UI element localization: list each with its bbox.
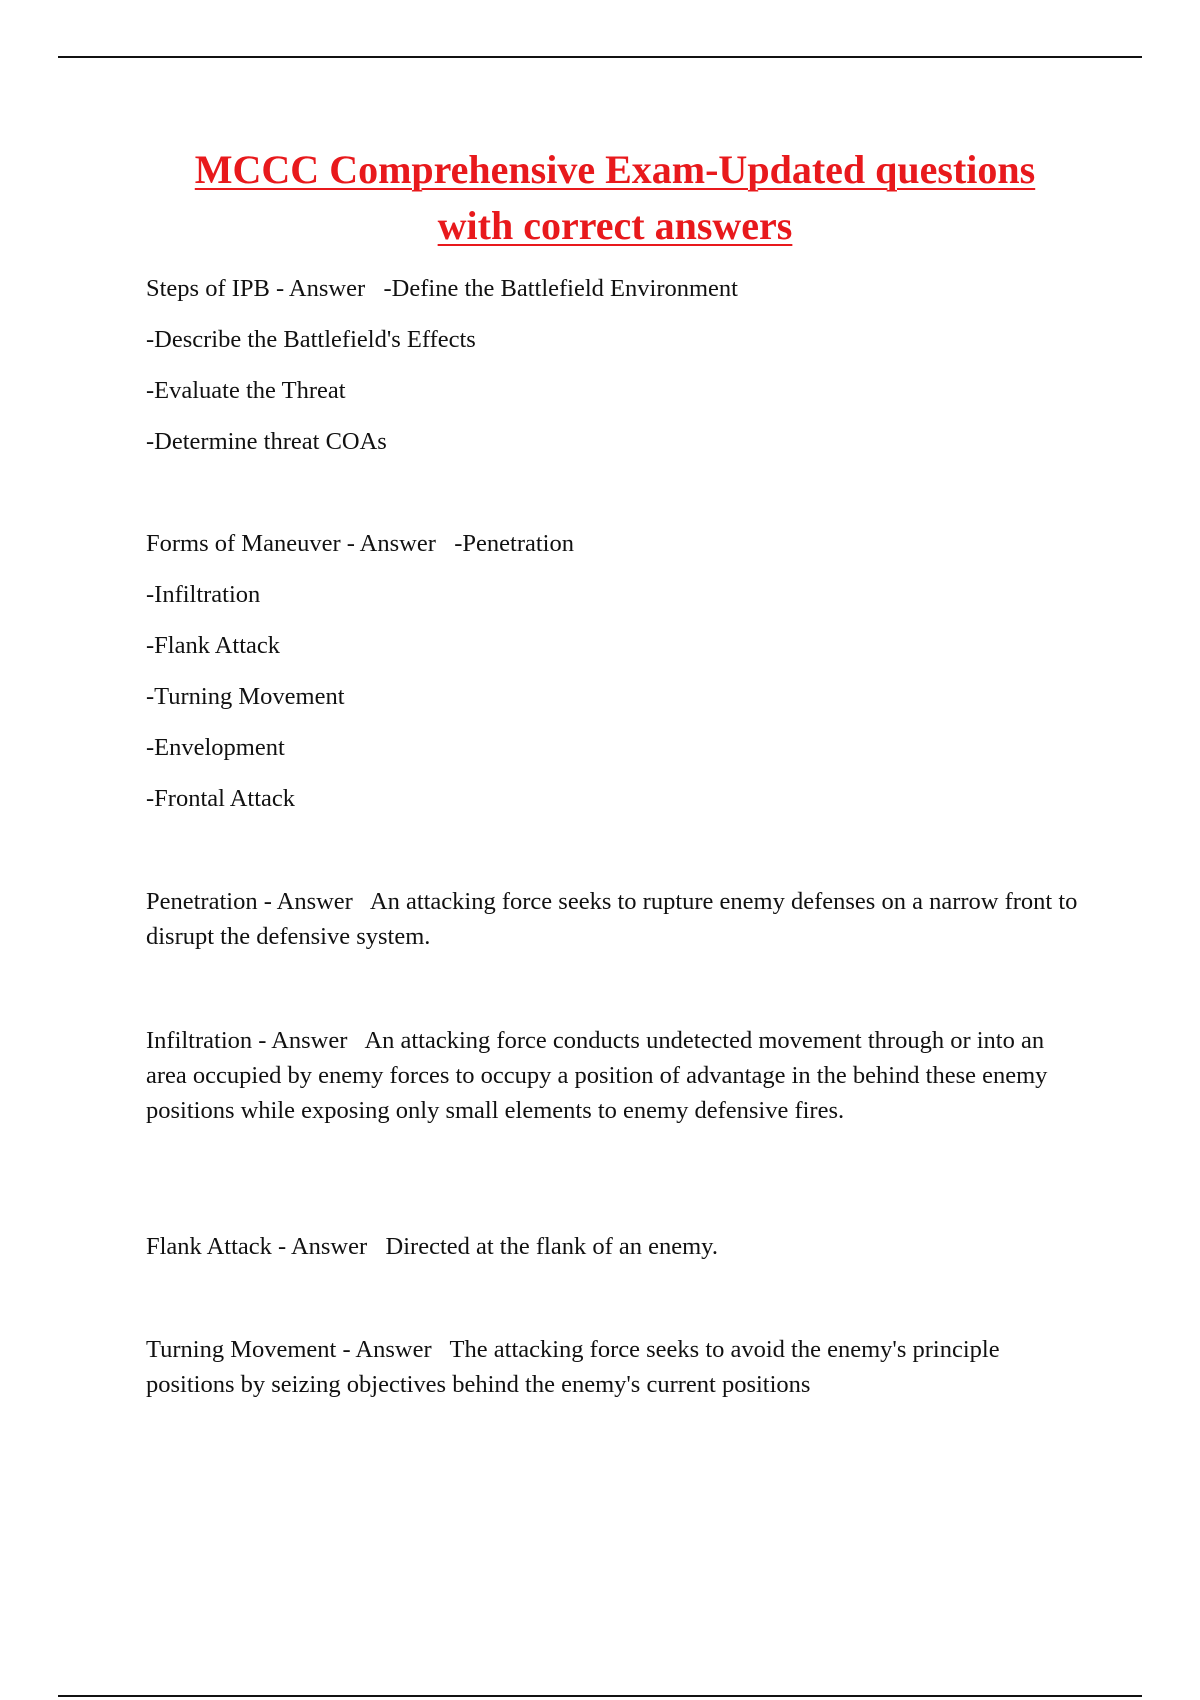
list-item: -Envelopment bbox=[146, 734, 285, 761]
qa-flank-attack bbox=[146, 1229, 1086, 1264]
qa-penetration bbox=[146, 884, 1086, 954]
answer-text: Directed at the flank of an enemy. bbox=[385, 1233, 718, 1260]
list-item: -Infiltration bbox=[146, 581, 261, 608]
answer-text: The attacking force seeks to avoid the enemy's principle positions by seizing objectives behind the enemy's current positions bbox=[146, 1336, 1000, 1398]
title-line-2: with correct answers bbox=[437, 203, 793, 248]
list-item: -Determine threat COAs bbox=[146, 428, 387, 455]
qa-turning-movement bbox=[146, 1332, 1086, 1402]
qa-maneuver-header bbox=[146, 527, 574, 561]
list-item: -Describe the Battlefield's Effects bbox=[146, 326, 476, 353]
list-item: -Frontal Attack bbox=[146, 785, 296, 812]
question-text: Forms of Maneuver - Answer bbox=[146, 530, 436, 557]
document-title bbox=[140, 142, 1090, 254]
title-line-1: MCCC Comprehensive Exam-Updated questions bbox=[194, 147, 1036, 192]
bottom-rule bbox=[58, 1695, 1142, 1697]
answer-text: -Define the Battlefield Environment bbox=[383, 275, 738, 302]
question-text: Turning Movement - Answer bbox=[146, 1336, 432, 1363]
answer-text: -Penetration bbox=[454, 530, 574, 557]
list-item: -Turning Movement bbox=[146, 683, 345, 710]
answer-text: An attacking force seeks to rupture enemy defenses on a narrow front to disrupt the defensive system. bbox=[146, 888, 1078, 950]
qa-infiltration bbox=[146, 1023, 1086, 1128]
top-rule bbox=[58, 56, 1142, 58]
question-text: Infiltration - Answer bbox=[146, 1027, 348, 1054]
qa-ipb-header bbox=[146, 272, 738, 306]
question-text: Steps of IPB - Answer bbox=[146, 275, 366, 302]
question-text: Flank Attack - Answer bbox=[146, 1233, 368, 1260]
answer-text: An attacking force conducts undetected movement through or into an area occupied by enemy forces to occupy a position of advantage in the behind these enemy positions while exposing only small elements to enemy defensive fires. bbox=[146, 1027, 1048, 1124]
question-text: Penetration - Answer bbox=[146, 888, 353, 915]
list-item: -Evaluate the Threat bbox=[146, 377, 346, 404]
list-item: -Flank Attack bbox=[146, 632, 281, 659]
